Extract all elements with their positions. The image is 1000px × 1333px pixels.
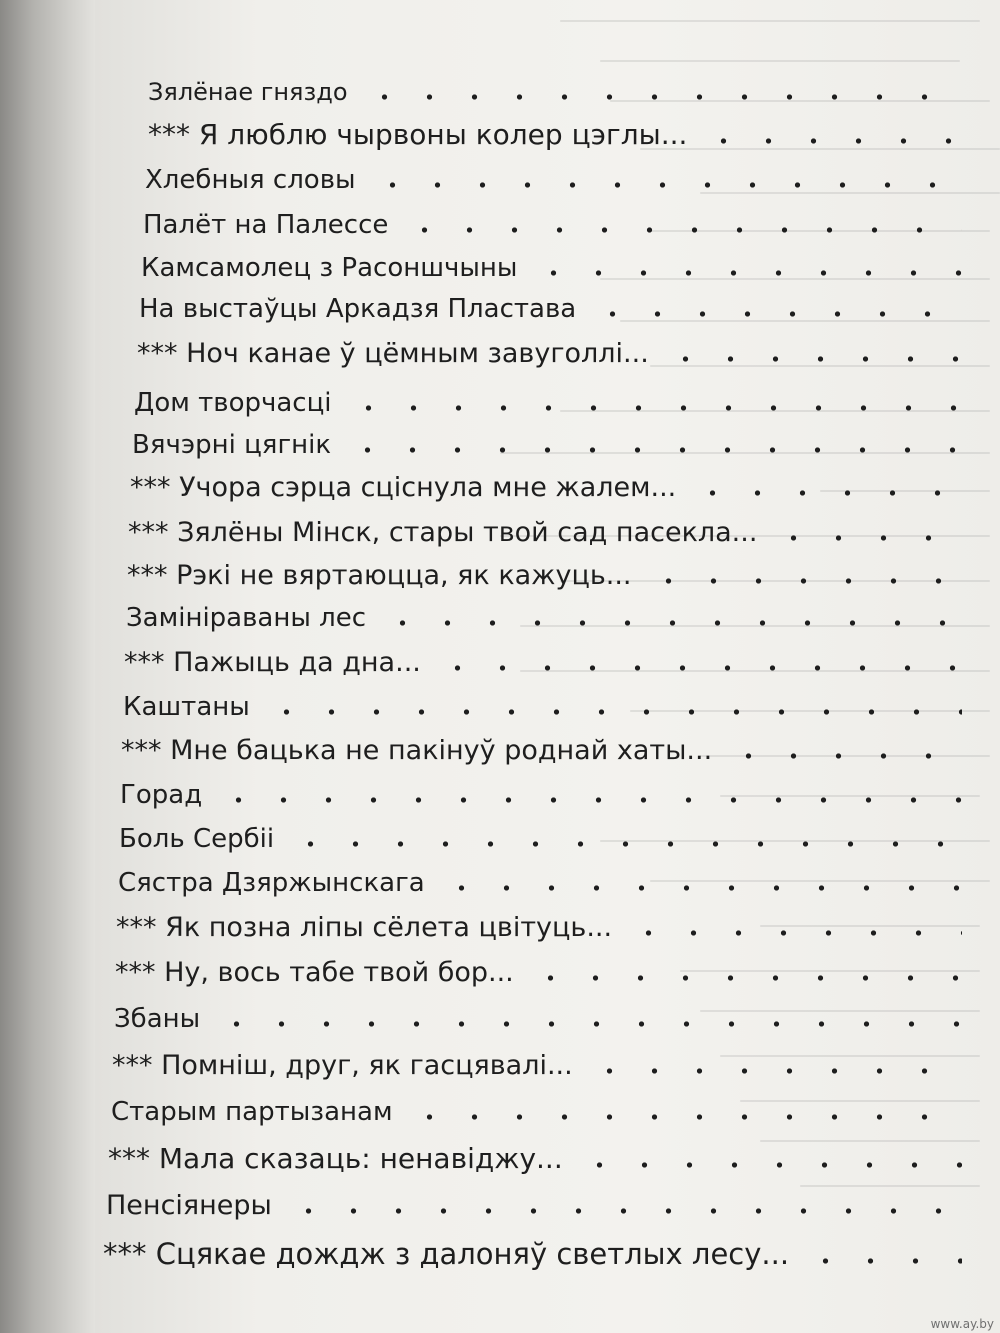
- dot-leader: [288, 841, 962, 847]
- toc-entry-title: *** Пажыць да дна...: [124, 647, 421, 678]
- toc-entry-title: Камсамолец з Расоншчыны: [141, 253, 518, 283]
- toc-entry-title: *** Рэкі не вяртаюцца, як кажуць...: [127, 560, 632, 591]
- toc-entry-title: *** Як позна ліпы сёлета цвітуць...: [116, 912, 613, 943]
- toc-entry-title: Зялёнае гняздо: [148, 78, 348, 106]
- dot-leader: [587, 1068, 962, 1074]
- toc-entry: [116, 912, 972, 952]
- dot-leader: [214, 1021, 962, 1027]
- toc-entry-title: Хлебныя словы: [145, 165, 356, 195]
- toc-entry-title: Дом творчасці: [134, 388, 332, 418]
- toc-entry-title: Пенсіянеры: [106, 1190, 272, 1221]
- toc-entry: [141, 253, 972, 293]
- toc-entry: [128, 517, 972, 557]
- toc-entry: [119, 824, 972, 864]
- dot-leader: [626, 930, 962, 936]
- toc-entry-title: Горад: [120, 780, 203, 810]
- toc-entry: [114, 1004, 972, 1044]
- toc-entry: [127, 560, 972, 600]
- toc-entry: [148, 78, 972, 118]
- toc-entry: [132, 430, 972, 470]
- toc-entry-title: Палёт на Палессе: [143, 210, 389, 240]
- dot-leader: [531, 270, 962, 276]
- dot-leader: [370, 182, 962, 188]
- dot-leader: [663, 356, 962, 362]
- dot-leader: [264, 709, 962, 715]
- dot-leader: [435, 665, 962, 671]
- watermark: www.ay.by: [930, 1317, 994, 1331]
- toc-entry: [123, 692, 972, 732]
- toc-entry-title: Вячэрні цягнік: [132, 430, 332, 460]
- toc-entry-title: *** Ну, вось табе твой бор...: [115, 957, 514, 988]
- toc-entry-title: Боль Сербіі: [119, 824, 275, 854]
- dot-leader: [590, 311, 962, 317]
- dot-leader: [701, 138, 962, 144]
- toc-entry: [112, 1050, 972, 1090]
- toc-entry: [103, 1237, 972, 1277]
- dot-leader: [771, 535, 962, 541]
- dot-leader: [286, 1208, 962, 1214]
- dot-leader: [726, 753, 962, 759]
- dot-leader: [528, 975, 962, 981]
- toc-entry: [126, 603, 972, 643]
- toc-entry-title: *** Мне бацька не пакінуў роднай хаты...: [121, 735, 713, 766]
- toc-entry: [139, 294, 972, 334]
- toc-entry: [124, 647, 972, 687]
- toc-entry-title: *** Ноч канае ў цёмным завуголлі...: [137, 338, 649, 369]
- toc-entry: [111, 1097, 972, 1137]
- dot-leader: [216, 797, 962, 803]
- dot-leader: [407, 1114, 962, 1120]
- toc-entry-title: *** Сцякае дождж з далоняў светлых лесу...: [103, 1237, 790, 1271]
- toc-entry: [148, 118, 972, 158]
- toc-entry-title: Сястра Дзяржынскага: [118, 868, 425, 898]
- toc-entry-title: Каштаны: [123, 692, 250, 722]
- toc-entry-title: Старым партызанам: [111, 1097, 393, 1127]
- toc-entry-title: *** Зялёны Мінск, стары твой сад пасекла...: [128, 517, 758, 548]
- toc-entry: [118, 868, 972, 908]
- toc-entry: [121, 735, 972, 775]
- toc-entry-title: *** Учора сэрца сціснула мне жалем...: [130, 472, 677, 503]
- toc-entry: [106, 1190, 972, 1230]
- toc-entry-title: Збаны: [114, 1004, 201, 1034]
- toc-entry: [108, 1142, 972, 1182]
- dot-leader: [646, 578, 962, 584]
- toc-entry: [134, 388, 972, 428]
- toc-entry-title: *** Мала сказаць: ненавіджу...: [108, 1142, 563, 1175]
- toc-entry-title: Замініраваны лес: [126, 603, 367, 633]
- toc-entry: [120, 780, 972, 820]
- toc-entry: [137, 338, 972, 378]
- dot-leader: [346, 405, 963, 411]
- dot-leader: [803, 1258, 962, 1264]
- dot-leader: [402, 227, 962, 233]
- dot-leader: [345, 447, 962, 453]
- dot-leader: [380, 620, 962, 626]
- toc-entry: [143, 210, 972, 250]
- dot-leader: [439, 885, 962, 891]
- toc-entry: [130, 472, 972, 512]
- toc-entry: [115, 957, 972, 997]
- toc-entry-title: На выстаўцы Аркадзя Пластава: [139, 294, 577, 324]
- toc-entry: [145, 165, 972, 205]
- dot-leader: [577, 1162, 962, 1168]
- toc-entry-title: *** Помніш, друг, як гасцявалі...: [112, 1050, 573, 1081]
- dot-leader: [690, 490, 962, 496]
- toc-entry-title: *** Я люблю чырвоны колер цэглы...: [148, 118, 688, 151]
- dot-leader: [362, 94, 963, 100]
